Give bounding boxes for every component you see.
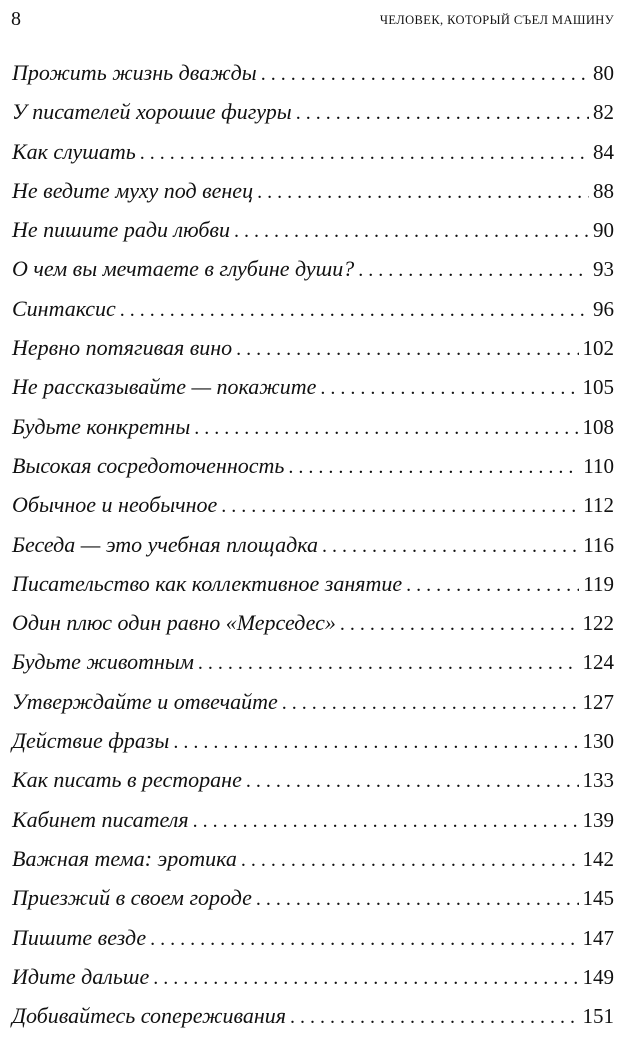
dot-leader: [241, 845, 579, 875]
page-number: 8: [11, 8, 21, 30]
toc-entry-page-number: 122: [582, 611, 614, 636]
dot-leader: [173, 727, 578, 757]
dot-leader: [340, 609, 579, 639]
toc-entry-page-number: 147: [582, 925, 614, 950]
toc-entry-page-number: 84: [593, 139, 614, 164]
toc-entry-page-number: 151: [582, 1004, 614, 1029]
dot-leader: [120, 295, 589, 325]
dot-leader: [140, 138, 589, 168]
toc-entry[interactable]: [12, 962, 614, 1001]
dot-leader: [153, 963, 578, 993]
toc-entry[interactable]: [12, 608, 614, 647]
toc-entry-page-number: 112: [583, 493, 614, 518]
running-title: ЧЕЛОВЕК, КОТОРЫЙ СЪЕЛ МАШИНУ: [379, 13, 614, 27]
toc-entry[interactable]: [12, 805, 614, 844]
dot-leader: [282, 688, 579, 718]
toc-entry-page-number: 145: [582, 886, 614, 911]
toc-entry-title: Будьте конкретны: [12, 413, 191, 439]
toc-entry[interactable]: [12, 215, 614, 254]
dot-leader: [193, 806, 579, 836]
toc-entry-page-number: 116: [583, 532, 614, 557]
toc-entry[interactable]: [12, 1001, 614, 1040]
toc-entry-title: О чем вы мечтаете в глубине души?: [12, 256, 355, 282]
toc-entry-page-number: 124: [582, 650, 614, 675]
toc-entry-title: Один плюс один равно «Мерседес»: [12, 610, 336, 636]
toc-entry[interactable]: [12, 58, 614, 97]
toc-entry[interactable]: [12, 530, 614, 569]
dot-leader: [150, 924, 578, 954]
toc-entry-title: Приезжий в своем городе: [12, 885, 252, 911]
toc-entry-title: У писателей хорошие фигуры: [12, 99, 292, 125]
toc-entry[interactable]: [12, 333, 614, 372]
dot-leader: [358, 255, 589, 285]
dot-leader: [261, 59, 589, 89]
toc-entry-page-number: 149: [582, 964, 614, 989]
toc-entry-title: Синтаксис: [12, 295, 116, 321]
toc-entry-page-number: 130: [582, 729, 614, 754]
toc-entry-page-number: 139: [582, 807, 614, 832]
toc-entry-title: Как слушать: [12, 138, 136, 164]
toc-entry-page-number: 90: [593, 218, 614, 243]
toc-entry-title: Действие фразы: [12, 728, 170, 754]
toc-entry-title: Писательство как коллективное занятие: [12, 570, 403, 596]
toc-entry[interactable]: [12, 490, 614, 529]
page-header: [11, 8, 614, 30]
toc-entry[interactable]: [12, 372, 614, 411]
toc-entry[interactable]: [12, 451, 614, 490]
toc-entry[interactable]: [12, 137, 614, 176]
toc-entry-title: Кабинет писателя: [12, 806, 189, 832]
toc-entry-title: Не рассказывайте — покажите: [12, 374, 317, 400]
dot-leader: [296, 98, 589, 128]
toc-entry-title: Идите дальше: [12, 963, 150, 989]
toc-entry-page-number: 119: [583, 571, 614, 596]
dot-leader: [221, 491, 579, 521]
toc-entry-page-number: 102: [582, 336, 614, 361]
toc-entry[interactable]: [12, 569, 614, 608]
toc-entry-page-number: 108: [582, 414, 614, 439]
toc-entry[interactable]: [12, 647, 614, 686]
toc-entry[interactable]: [12, 294, 614, 333]
dot-leader: [234, 216, 589, 246]
toc-entry-title: Как писать в ресторане: [12, 767, 242, 793]
toc-entry[interactable]: [12, 726, 614, 765]
toc-entry[interactable]: [12, 765, 614, 804]
toc-entry-title: Утверждайте и отвечайте: [12, 688, 278, 714]
dot-leader: [320, 373, 578, 403]
toc-entry-page-number: 105: [582, 375, 614, 400]
dot-leader: [288, 452, 579, 482]
toc-entry[interactable]: [12, 687, 614, 726]
toc-entry[interactable]: [12, 176, 614, 215]
toc-entry[interactable]: [12, 883, 614, 922]
toc-entry-title: Высокая сосредоточенность: [12, 452, 285, 478]
dot-leader: [290, 1002, 578, 1032]
toc-entry-title: Важная тема: эротика: [12, 845, 237, 871]
toc-entry[interactable]: [12, 254, 614, 293]
dot-leader: [256, 884, 579, 914]
toc-entry-title: Добивайтесь сопереживания: [12, 1003, 287, 1029]
toc-entry-page-number: 80: [593, 61, 614, 85]
toc-entry[interactable]: [12, 412, 614, 451]
toc-entry-page-number: 127: [582, 689, 614, 714]
toc-entry-page-number: 96: [593, 296, 614, 321]
dot-leader: [236, 334, 578, 364]
toc-entry-title: Не ведите муху под венец: [12, 177, 254, 203]
toc-entry-title: Прожить жизнь дважды: [12, 60, 257, 85]
dot-leader: [194, 413, 578, 443]
dot-leader: [246, 766, 579, 796]
dot-leader: [198, 648, 579, 678]
toc-entry-page-number: 110: [583, 453, 614, 478]
toc-entry-page-number: 142: [582, 846, 614, 871]
dot-leader: [322, 531, 579, 561]
dot-leader: [257, 177, 589, 207]
toc-entry-page-number: 133: [582, 768, 614, 793]
toc-entry-page-number: 93: [593, 257, 614, 282]
dot-leader: [406, 570, 579, 600]
toc-entry-page-number: 88: [593, 178, 614, 203]
toc-entry-title: Будьте животным: [12, 649, 194, 675]
toc-entry-page-number: 82: [593, 100, 614, 125]
toc-entry-title: Пишите везде: [12, 924, 147, 950]
toc-entry[interactable]: [12, 844, 614, 883]
toc-entry-title: Обычное и необычное: [12, 492, 218, 518]
toc-entry[interactable]: [12, 923, 614, 962]
toc-entry-title: Не пишите ради любви: [12, 217, 230, 243]
toc-entry-title: Нервно потягивая вино: [12, 335, 233, 361]
toc-entry[interactable]: [12, 97, 614, 136]
toc-entry-title: Беседа — это учебная площадка: [12, 531, 318, 557]
table-of-contents: [12, 58, 614, 1040]
